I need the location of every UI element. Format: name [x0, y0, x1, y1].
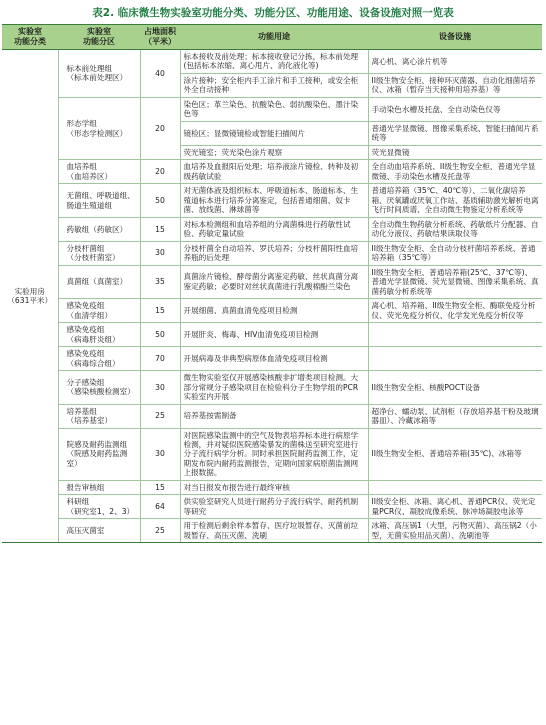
zone-cell: 感染免疫组 （病毒肝炎组）: [58, 323, 140, 347]
zone-cell: 真菌组（真菌室）: [58, 265, 140, 298]
zone-cell: 药敏组（药敏区）: [58, 217, 140, 241]
function-table: [2, 24, 542, 543]
zone-cell: 报告审核组: [58, 480, 140, 494]
use-cell: 对当日报发布报告进行最终审核: [180, 480, 368, 494]
zone-cell: 院感及耐药监测组 （院感及耐药监测室）: [58, 428, 140, 480]
use-cell: 开展肝炎、梅毒、HIV血清免疫项目检测: [180, 323, 368, 347]
header-area: 占地面积 （平米）: [140, 25, 180, 50]
use-cell: 用于检测后剩余样本暂存、医疗垃圾暂存、灭菌前垃圾暂存、高压灭菌、洗刷: [180, 519, 368, 543]
area-cell: 15: [140, 480, 180, 494]
table-row: [2, 428, 542, 480]
header-category: 实验室 功能分类: [2, 25, 58, 50]
zone-cell: 标本前处理组 （标本前处理区）: [58, 50, 140, 98]
table-row: [2, 495, 542, 519]
area-cell: 50: [140, 184, 180, 217]
equipment-cell: [368, 323, 542, 347]
use-cell: 开展细菌、真菌血清免疫项目检测: [180, 299, 368, 323]
use-cell: 微生物实验室仅开展感染核酸非扩增类项目检测。大部分常规分子感染项目在检验科分子生物学组的PCR实验室内开展: [180, 371, 368, 404]
area-cell: 30: [140, 371, 180, 404]
area-cell: 20: [140, 97, 180, 159]
area-cell: 25: [140, 519, 180, 543]
equipment-cell: 冰箱、高压锅1（大型，污物灭菌）、高压锅2（小型，无菌实验用品灭菌）、洗刷池等: [368, 519, 542, 543]
use-cell: 荧光镜室；荧光染色涂片观察: [180, 145, 368, 159]
table-row: [2, 404, 542, 428]
use-cell: 开展病毒及非典型病原体血清免疫项目检测: [180, 347, 368, 371]
area-cell: 70: [140, 347, 180, 371]
equipment-cell: II级生物安全柜、接种环灭菌器、自动化细菌培养仪、冰箱（暂存当天接种用培养基）等: [368, 73, 542, 97]
area-cell: 64: [140, 495, 180, 519]
use-cell: 染色区；革兰染色、抗酸染色、弱抗酸染色、墨汁染色等: [180, 97, 368, 121]
zone-cell: 科研组 （研究室1、2、3）: [58, 495, 140, 519]
zone-cell: 形态学组 （形态学检测区）: [58, 97, 140, 159]
equipment-cell: 全自动微生物药敏分析系统、药敏纸片分配器、自动化分液仪、药敏结果读取仪等: [368, 217, 542, 241]
table-row: [2, 97, 542, 121]
table-header-row: [2, 25, 542, 50]
zone-cell: 分枝杆菌组 （分枝杆菌室）: [58, 241, 140, 265]
use-cell: 血培养及血报阳后处理；培养液涂片镜检、转种及初级药敏试验: [180, 160, 368, 184]
table-row: [2, 241, 542, 265]
equipment-cell: 超净台、蠕动泵、试剂柜（存放培养基干粉及玻璃器皿）、冷藏冰箱等: [368, 404, 542, 428]
zone-cell: 无菌组、呼吸道组、肠道生殖道组: [58, 184, 140, 217]
use-cell: 涂片接种；安全柜内手工涂片和手工接种，或安全柜外全自动接种: [180, 73, 368, 97]
equipment-cell: 荧光显微镜: [368, 145, 542, 159]
zone-cell: 培养基组 （培养基室）: [58, 404, 140, 428]
equipment-cell: II级生物安全柜、普通培养箱(35℃)、冰箱等: [368, 428, 542, 480]
table-row: [2, 217, 542, 241]
header-equipment: 设备设施: [368, 25, 542, 50]
header-zone: 实验室 功能分区: [58, 25, 140, 50]
area-cell: 40: [140, 50, 180, 98]
area-cell: 30: [140, 428, 180, 480]
equipment-cell: 普通光学显微镜、图像采集系统、智能扫描阅片系统等: [368, 121, 542, 145]
category-cell: 实验用房 （631平米）: [2, 50, 58, 543]
equipment-cell: [368, 347, 542, 371]
header-uses: 功能用途: [180, 25, 368, 50]
equipment-cell: [368, 480, 542, 494]
table-row: [2, 184, 542, 217]
area-cell: 25: [140, 404, 180, 428]
zone-cell: 感染免疫组 （病毒综合组）: [58, 347, 140, 371]
table-title: 表2. 临床微生物实验室功能分类、功能分区、功能用途、设备设施对照一览表: [92, 7, 454, 19]
use-cell: 对无菌体液及组织标本、呼吸道标本、肠道标本、生殖道标本进行培养分离鉴定，包括普通细菌、奴卡菌、放线菌、淋球菌等: [180, 184, 368, 217]
zone-cell: 高压灭菌室: [58, 519, 140, 543]
table-row: [2, 265, 542, 298]
zone-cell: 感染免疫组 （血清学组）: [58, 299, 140, 323]
area-cell: 20: [140, 160, 180, 184]
zone-cell: 血培养组 （血培养区）: [58, 160, 140, 184]
equipment-cell: 手动染色水槽及托盘、全自动染色仪等: [368, 97, 542, 121]
use-cell: 真菌涂片镜检、酵母菌分离鉴定药敏、丝状真菌分离鉴定药敏；必要时对丝状真菌进行乳酸棉酚兰染色: [180, 265, 368, 298]
table-row: [2, 299, 542, 323]
equipment-cell: II级生物安全柜、全自动分枝杆菌培养系统、普通培养箱（35℃等）: [368, 241, 542, 265]
use-cell: 培养基按需制备: [180, 404, 368, 428]
equipment-cell: 普通培养箱（35℃、40℃等）、二氧化碳培养箱、厌氧罐或厌氧工作站、基质辅助激光解析电离飞行时间质谱、全自动微生物鉴定分析系统等: [368, 184, 542, 217]
table-row: [2, 371, 542, 404]
equipment-cell: II级生物安全柜、核酸POCT设备: [368, 371, 542, 404]
area-cell: 30: [140, 241, 180, 265]
area-cell: 15: [140, 217, 180, 241]
equipment-cell: 离心机、培养箱、II级生物安全柜、酶联免疫分析仪、荧光免疫分析仪、化学发光免疫分析仪等: [368, 299, 542, 323]
equipment-cell: II级生物安全柜、普通培养箱(25℃、37℃等)、普通光学显微镜、荧光显微镜、图像采集系统、真菌药敏分析系统等: [368, 265, 542, 298]
use-cell: 镜检区；显微镜镜检或智能扫描阅片: [180, 121, 368, 145]
use-cell: 对标本检测组和血培养组的分离菌株进行药敏性试验、药敏定量试验: [180, 217, 368, 241]
table-row: [2, 519, 542, 543]
table-row: [2, 50, 542, 74]
equipment-cell: 全自动血培养系统、II级生物安全柜、普通光学显微镜、手动染色水槽及托盘等: [368, 160, 542, 184]
use-cell: 标本接收及前处理；标本接收登记分拣，标本前处理(包括标本浓缩、离心甩片、消化液化等): [180, 50, 368, 74]
equipment-cell: II级安全柜、冰箱、离心机、普通PCR仪、荧光定量PCR仪、凝胶成像系统、脉冲场凝胶电泳等: [368, 495, 542, 519]
table-row: [2, 480, 542, 494]
use-cell: 供实验室研究人员进行耐药分子流行病学、耐药机制等研究: [180, 495, 368, 519]
use-cell: 分枝杆菌全自动培养、罗氏培养；分枝杆菌阳性血培养瓶的后处理: [180, 241, 368, 265]
equipment-cell: 离心机、离心涂片机等: [368, 50, 542, 74]
area-cell: 50: [140, 323, 180, 347]
zone-cell: 分子感染组 （感染核酸检测室）: [58, 371, 140, 404]
table-row: [2, 160, 542, 184]
use-cell: 对医院感染监测中的空气及物表培养标本进行病原学检测，并对疑似医院感染暴发的菌株送至研究室进行分子流行病学分析。同时承担医院耐药监测工作，定期发布院内耐药监测报告，定期向国家病原菌监测网上报数据。: [180, 428, 368, 480]
table-row: [2, 323, 542, 347]
area-cell: 35: [140, 265, 180, 298]
area-cell: 15: [140, 299, 180, 323]
table-row: [2, 347, 542, 371]
